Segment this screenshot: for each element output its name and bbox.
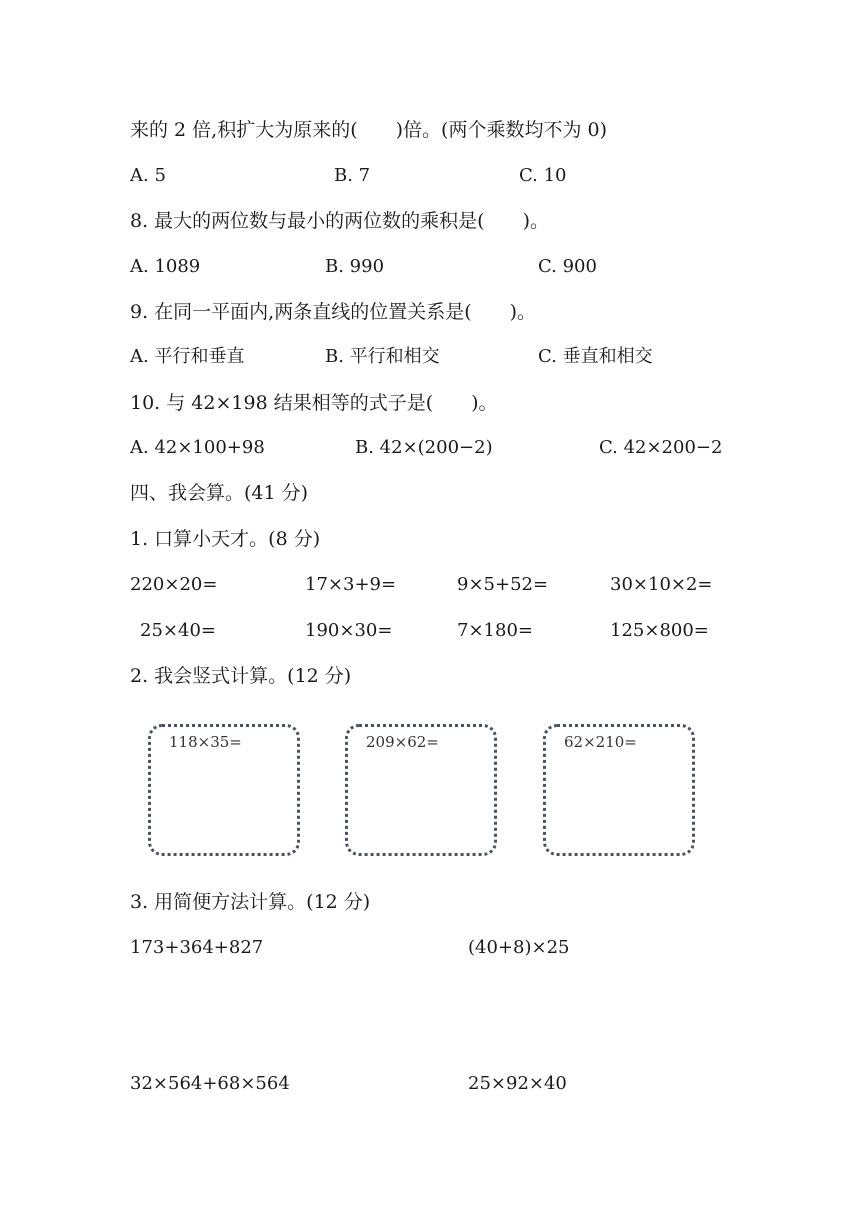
vertical-calc-title: 2. 我会竖式计算。(12 分) bbox=[130, 665, 352, 687]
q9-option-b: B. 平行和相交 bbox=[325, 346, 440, 367]
oral-calc-item: 7×180= bbox=[457, 620, 533, 641]
simple-calc-item: 25×92×40 bbox=[468, 1073, 567, 1094]
vertical-calc-box[interactable] bbox=[148, 724, 300, 856]
q7-option-c: C. 10 bbox=[519, 165, 567, 186]
simple-calc-item: 173+364+827 bbox=[130, 937, 264, 958]
oral-calc-item: 25×40= bbox=[140, 620, 216, 641]
q9-option-c: C. 垂直和相交 bbox=[538, 346, 653, 367]
simple-calc-title: 3. 用简便方法计算。(12 分) bbox=[130, 891, 371, 913]
oral-calc-item: 220×20= bbox=[130, 574, 218, 595]
oral-calc-item: 30×10×2= bbox=[610, 574, 713, 595]
q8-option-b: B. 990 bbox=[325, 256, 385, 277]
q7-option-b: B. 7 bbox=[334, 165, 371, 186]
q8-stem: 8. 最大的两位数与最小的两位数的乘积是( )。 bbox=[130, 210, 549, 232]
oral-calc-item: 17×3+9= bbox=[305, 574, 397, 595]
q7-stem-tail: 来的 2 倍,积扩大为原来的( )倍。(两个乘数均不为 0) bbox=[130, 119, 607, 141]
simple-calc-item: 32×564+68×564 bbox=[130, 1073, 290, 1094]
q8-option-c: C. 900 bbox=[538, 256, 597, 277]
oral-calc-item: 125×800= bbox=[610, 620, 709, 641]
q9-option-a: A. 平行和垂直 bbox=[130, 346, 245, 367]
q10-stem: 10. 与 42×198 结果相等的式子是( )。 bbox=[130, 392, 498, 414]
oral-calc-item: 190×30= bbox=[305, 620, 393, 641]
vertical-calc-expression: 62×210= bbox=[564, 733, 637, 751]
oral-calc-item: 9×5+52= bbox=[457, 574, 549, 595]
q7-option-a: A. 5 bbox=[130, 165, 166, 186]
vertical-calc-expression: 209×62= bbox=[366, 733, 439, 751]
section-4-title: 四、我会算。(41 分) bbox=[130, 482, 309, 504]
vertical-calc-box[interactable] bbox=[345, 724, 497, 856]
q10-option-a: A. 42×100+98 bbox=[130, 437, 265, 458]
oral-calc-title: 1. 口算小天才。(8 分) bbox=[130, 528, 321, 550]
q9-stem: 9. 在同一平面内,两条直线的位置关系是( )。 bbox=[130, 301, 537, 323]
q10-option-b: B. 42×(200−2) bbox=[355, 437, 493, 458]
vertical-calc-expression: 118×35= bbox=[169, 733, 242, 751]
q10-option-c: C. 42×200−2 bbox=[599, 437, 723, 458]
q8-option-a: A. 1089 bbox=[130, 256, 201, 277]
vertical-calc-box[interactable] bbox=[543, 724, 695, 856]
simple-calc-item: (40+8)×25 bbox=[468, 937, 570, 958]
